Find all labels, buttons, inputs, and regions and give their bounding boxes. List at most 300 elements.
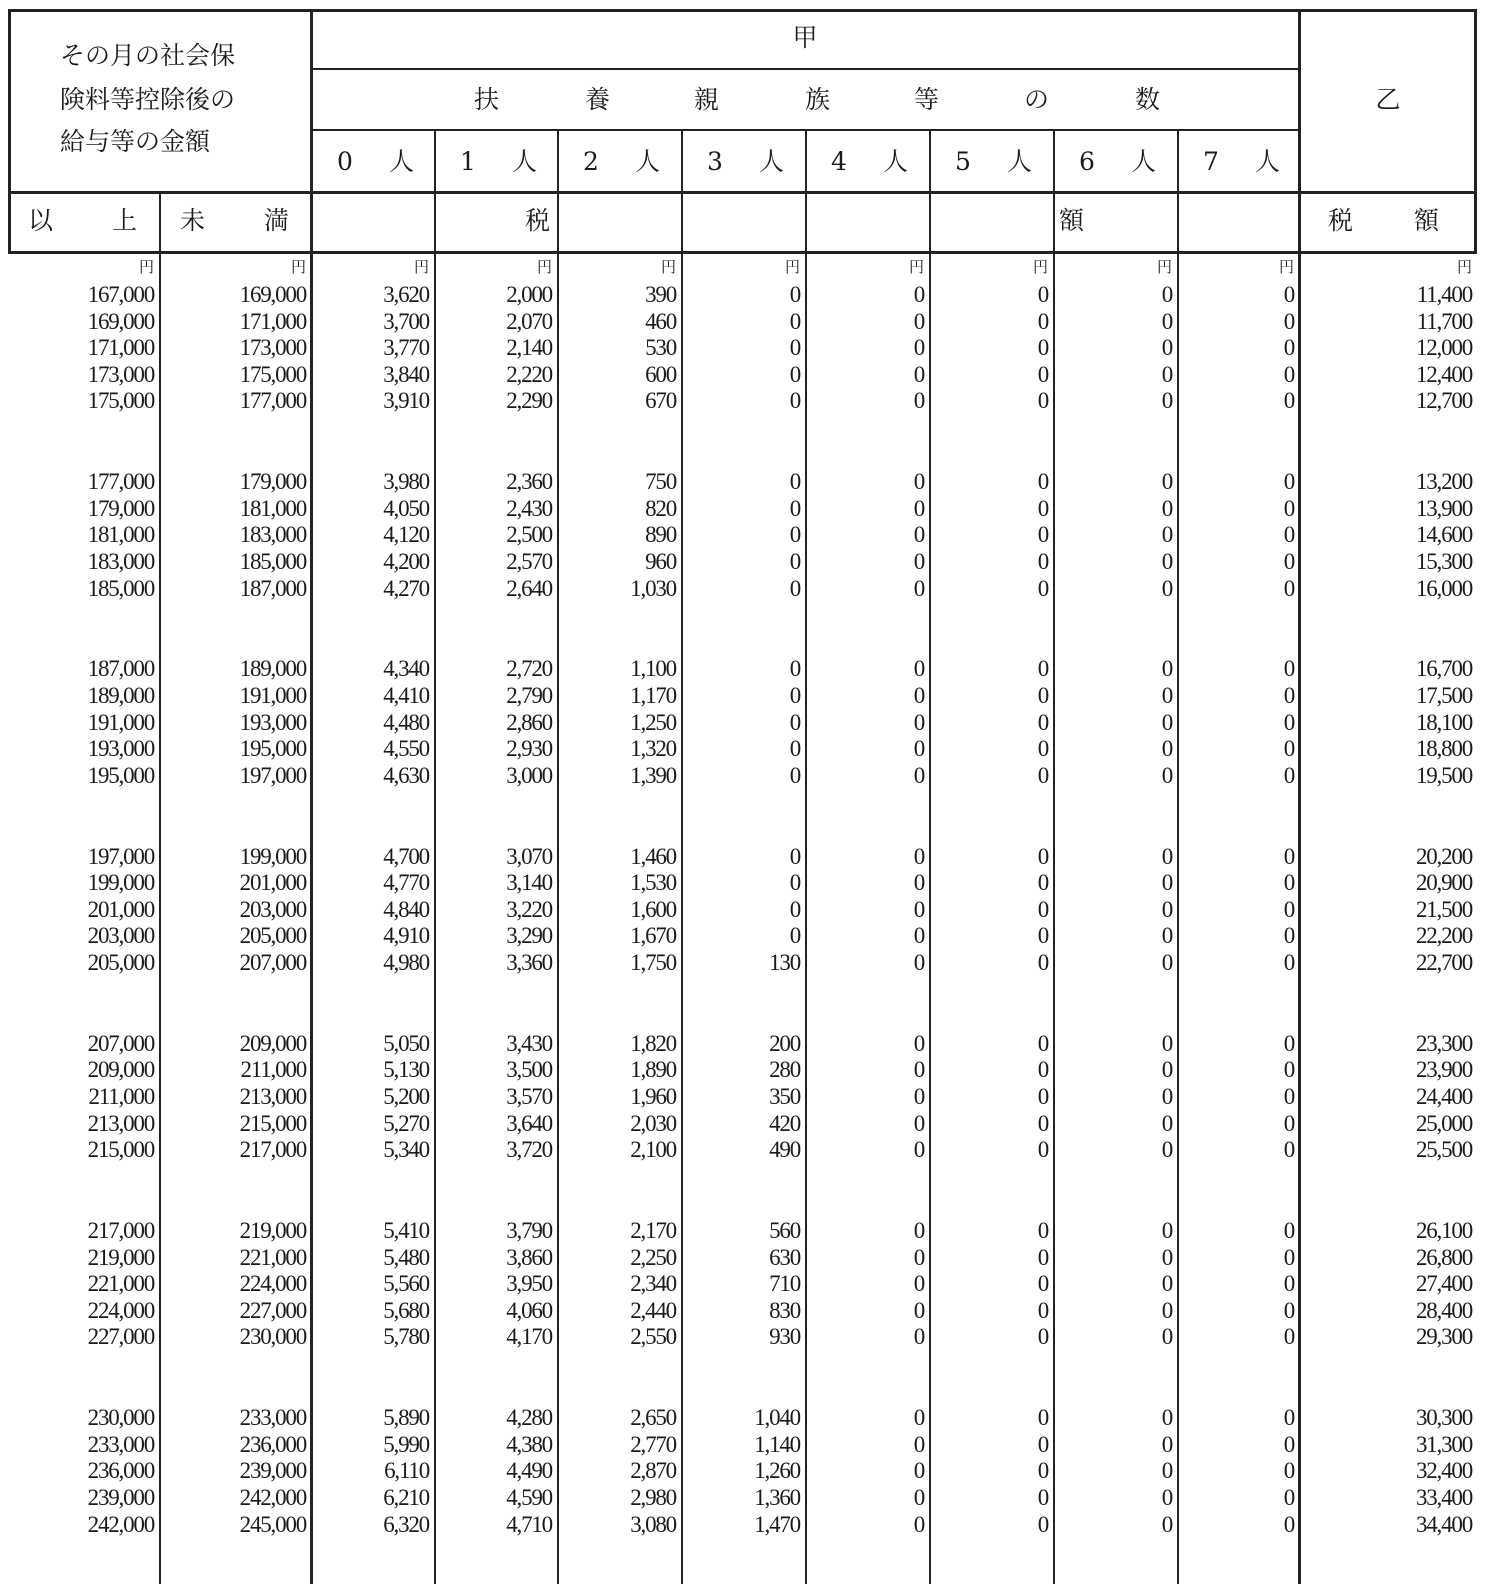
table-cell: 0 — [913, 1485, 924, 1510]
table-cell: 4,410 — [383, 683, 429, 708]
people-unit: 人 — [759, 147, 785, 176]
table-cell: 1,820 — [630, 1030, 676, 1056]
rule-subheader-bottom — [8, 251, 1477, 254]
table-cell: 0 — [1161, 469, 1172, 495]
table-cell: 195,000 — [87, 762, 154, 788]
table-cell: 215,000 — [87, 1137, 154, 1163]
table-cell: 670 — [645, 388, 676, 414]
dependents-label-char: の — [1024, 85, 1050, 114]
table-cell: 0 — [1037, 1057, 1048, 1083]
zeigaku-left: 税 — [525, 206, 551, 235]
table-cell: 0 — [789, 762, 800, 788]
table-cell: 12,400 — [1415, 361, 1472, 387]
table-cell: 22,700 — [1415, 950, 1472, 975]
table-cell: 4,710 — [506, 1511, 552, 1537]
otsu-label: 乙 — [1375, 85, 1401, 114]
table-cell: 0 — [913, 1297, 924, 1323]
table-cell: 390 — [645, 282, 676, 307]
table-cell: 0 — [1161, 1485, 1172, 1510]
table-cell: 0 — [1037, 1110, 1048, 1136]
people-unit: 人 — [1255, 147, 1281, 176]
table-cell: 0 — [1161, 495, 1172, 521]
table-cell: 175,000 — [87, 388, 154, 414]
table-cell: 0 — [789, 335, 800, 361]
people-count-7: 7 — [1203, 147, 1219, 176]
table-cell: 4,380 — [506, 1431, 552, 1457]
table-cell: 0 — [1161, 335, 1172, 361]
table-cell: 18,100 — [1415, 709, 1472, 735]
table-cell: 11,400 — [1416, 282, 1472, 307]
table-cell: 3,080 — [630, 1511, 676, 1537]
table-cell: 0 — [789, 361, 800, 387]
table-cell: 4,550 — [383, 736, 429, 762]
table-cell: 1,140 — [754, 1431, 800, 1457]
rule-header-bottom — [8, 191, 1477, 194]
otsu-zeigaku-2: 額 — [1414, 206, 1440, 235]
table-cell: 2,870 — [630, 1458, 676, 1484]
table-cell: 2,930 — [506, 736, 552, 762]
table-cell: 630 — [769, 1244, 800, 1270]
table-cell: 5,340 — [383, 1137, 429, 1163]
table-cell: 0 — [913, 843, 924, 869]
table-cell: 18,800 — [1415, 736, 1472, 762]
table-cell: 209,000 — [87, 1057, 154, 1083]
ko-label: 甲 — [792, 23, 818, 52]
people-count-0: 0 — [337, 147, 353, 176]
table-cell: 0 — [789, 388, 800, 414]
table-cell: 0 — [1161, 896, 1172, 922]
table-cell: 0 — [1161, 1110, 1172, 1136]
table-cell: 0 — [913, 1405, 924, 1431]
table-cell: 0 — [1283, 522, 1294, 548]
table-cell: 205,000 — [239, 923, 306, 949]
table-cell: 167,000 — [87, 282, 154, 307]
table-cell: 1,460 — [630, 843, 676, 869]
table-cell: 15,300 — [1415, 549, 1472, 574]
table-cell: 2,860 — [506, 709, 552, 735]
table-cell: 2,030 — [630, 1110, 676, 1136]
table-cell: 0 — [789, 683, 800, 708]
table-cell: 209,000 — [239, 1030, 306, 1056]
table-cell: 0 — [913, 1458, 924, 1484]
table-cell: 245,000 — [239, 1511, 306, 1537]
table-cell: 0 — [913, 1057, 924, 1083]
table-cell: 530 — [645, 335, 676, 361]
table-cell: 187,000 — [87, 656, 154, 682]
table-cell: 0 — [1037, 870, 1048, 896]
table-cell: 191,000 — [87, 709, 154, 735]
table-cell: 0 — [1283, 1405, 1294, 1431]
table-cell: 0 — [1283, 1084, 1294, 1109]
table-cell: 22,200 — [1415, 923, 1472, 949]
table-cell: 0 — [1037, 1244, 1048, 1270]
table-cell: 23,300 — [1415, 1030, 1472, 1056]
table-cell: 0 — [1161, 1030, 1172, 1056]
table-cell: 0 — [1161, 1244, 1172, 1270]
table-cell: 3,220 — [506, 896, 552, 922]
table-cell: 179,000 — [87, 495, 154, 521]
table-cell: 0 — [913, 522, 924, 548]
people-count-2: 2 — [583, 147, 599, 176]
left-title-line-1: その月の社会保 — [60, 41, 236, 70]
table-cell: 239,000 — [87, 1485, 154, 1510]
table-cell: 2,360 — [506, 469, 552, 495]
table-cell: 205,000 — [87, 950, 154, 975]
table-cell: 4,980 — [383, 950, 429, 975]
table-cell: 28,400 — [1415, 1297, 1472, 1323]
table-cell: 4,590 — [506, 1485, 552, 1510]
table-cell: 130 — [769, 950, 800, 975]
table-cell: 0 — [1161, 1297, 1172, 1323]
table-cell: 197,000 — [87, 843, 154, 869]
table-cell: 230,000 — [239, 1324, 306, 1350]
table-cell: 0 — [1283, 1324, 1294, 1350]
table-cell: 0 — [913, 896, 924, 922]
table-cell: 5,680 — [383, 1297, 429, 1323]
table-cell: 0 — [1037, 1485, 1048, 1510]
table-cell: 420 — [769, 1110, 800, 1136]
table-cell: 173,000 — [87, 361, 154, 387]
table-cell: 27,400 — [1415, 1271, 1472, 1297]
table-cell: 24,400 — [1415, 1084, 1472, 1109]
table-cell: 0 — [789, 495, 800, 521]
table-cell: 2,140 — [506, 335, 552, 361]
table-cell: 199,000 — [239, 843, 306, 869]
table-cell: 600 — [645, 361, 676, 387]
table-cell: 890 — [645, 522, 676, 548]
table-cell: 350 — [769, 1084, 800, 1109]
table-cell: 233,000 — [87, 1431, 154, 1457]
table-cell: 177,000 — [87, 469, 154, 495]
table-cell: 0 — [1161, 870, 1172, 896]
table-cell: 0 — [1161, 575, 1172, 601]
table-cell: 169,000 — [239, 282, 306, 307]
table-cell: 219,000 — [87, 1244, 154, 1270]
table-cell: 242,000 — [239, 1485, 306, 1510]
yen-unit: 円 — [908, 258, 924, 276]
table-cell: 6,320 — [383, 1511, 429, 1537]
table-cell: 0 — [1283, 549, 1294, 574]
table-cell: 6,110 — [384, 1458, 429, 1484]
miman-label-2: 満 — [264, 206, 290, 235]
table-cell: 1,750 — [630, 950, 676, 975]
table-cell: 25,500 — [1415, 1137, 1472, 1163]
table-cell: 0 — [913, 1137, 924, 1163]
table-cell: 211,000 — [88, 1084, 154, 1109]
table-cell: 0 — [913, 388, 924, 414]
table-cell: 2,980 — [630, 1485, 676, 1510]
table-cell: 5,050 — [383, 1030, 429, 1056]
table-cell: 4,630 — [383, 762, 429, 788]
table-cell: 490 — [769, 1137, 800, 1163]
table-cell: 0 — [913, 1084, 924, 1109]
table-cell: 177,000 — [239, 388, 306, 414]
table-cell: 0 — [1037, 495, 1048, 521]
table-cell: 0 — [789, 308, 800, 334]
table-cell: 0 — [1161, 683, 1172, 708]
table-cell: 0 — [913, 1244, 924, 1270]
table-cell: 3,720 — [506, 1137, 552, 1163]
table-cell: 1,170 — [630, 683, 676, 708]
table-cell: 0 — [1037, 361, 1048, 387]
table-cell: 0 — [913, 1431, 924, 1457]
table-cell: 0 — [1283, 1110, 1294, 1136]
table-cell: 1,030 — [630, 575, 676, 601]
table-cell: 0 — [1037, 388, 1048, 414]
table-cell: 169,000 — [87, 308, 154, 334]
table-cell: 930 — [769, 1324, 800, 1350]
yen-unit: 円 — [784, 258, 800, 276]
table-cell: 0 — [1283, 1244, 1294, 1270]
table-cell: 0 — [1161, 1324, 1172, 1350]
table-cell: 820 — [645, 495, 676, 521]
table-cell: 0 — [789, 923, 800, 949]
table-cell: 0 — [913, 1218, 924, 1243]
table-cell: 1,530 — [630, 870, 676, 896]
table-cell: 0 — [1161, 736, 1172, 762]
table-cell: 195,000 — [239, 736, 306, 762]
table-cell: 0 — [1037, 1324, 1048, 1350]
table-cell: 2,770 — [630, 1431, 676, 1457]
table-cell: 236,000 — [239, 1431, 306, 1457]
people-unit: 人 — [635, 147, 661, 176]
table-cell: 0 — [1037, 1084, 1048, 1109]
table-cell: 26,800 — [1415, 1244, 1472, 1270]
table-cell: 0 — [1037, 923, 1048, 949]
table-cell: 0 — [1037, 843, 1048, 869]
table-cell: 4,340 — [383, 656, 429, 682]
table-cell: 1,250 — [630, 709, 676, 735]
dependents-label-char: 親 — [694, 85, 720, 114]
table-cell: 32,400 — [1415, 1458, 1472, 1484]
table-cell: 199,000 — [87, 870, 154, 896]
table-cell: 0 — [1283, 923, 1294, 949]
table-cell: 3,950 — [506, 1271, 552, 1297]
table-cell: 0 — [1283, 656, 1294, 682]
table-cell: 0 — [913, 335, 924, 361]
tax-table — [8, 9, 1477, 1584]
table-cell: 960 — [645, 549, 676, 574]
table-cell: 5,890 — [383, 1405, 429, 1431]
table-cell: 217,000 — [87, 1218, 154, 1243]
table-cell: 0 — [913, 736, 924, 762]
table-cell: 17,500 — [1415, 683, 1472, 708]
table-cell: 0 — [913, 1511, 924, 1537]
table-cell: 242,000 — [87, 1511, 154, 1537]
table-cell: 0 — [1283, 1057, 1294, 1083]
dependents-label-char: 養 — [585, 85, 611, 114]
table-cell: 0 — [1283, 1511, 1294, 1537]
table-cell: 1,960 — [630, 1084, 676, 1109]
table-cell: 213,000 — [87, 1110, 154, 1136]
table-cell: 0 — [1037, 709, 1048, 735]
table-cell: 2,790 — [506, 683, 552, 708]
table-cell: 3,360 — [506, 950, 552, 975]
table-cell: 0 — [1283, 469, 1294, 495]
table-cell: 0 — [1283, 736, 1294, 762]
table-cell: 0 — [1161, 1057, 1172, 1083]
table-cell: 3,000 — [506, 762, 552, 788]
table-cell: 0 — [1283, 1030, 1294, 1056]
miman-label-1: 未 — [180, 206, 206, 235]
table-cell: 830 — [769, 1297, 800, 1323]
table-cell: 0 — [1037, 1458, 1048, 1484]
table-cell: 0 — [1161, 1405, 1172, 1431]
table-cell: 3,620 — [383, 282, 429, 307]
table-cell: 0 — [1283, 388, 1294, 414]
table-cell: 0 — [789, 709, 800, 735]
table-cell: 185,000 — [239, 549, 306, 574]
table-cell: 6,210 — [383, 1485, 429, 1510]
table-cell: 0 — [789, 549, 800, 574]
table-cell: 201,000 — [239, 870, 306, 896]
table-cell: 0 — [1283, 1297, 1294, 1323]
table-cell: 2,220 — [506, 361, 552, 387]
table-cell: 203,000 — [87, 923, 154, 949]
table-cell: 221,000 — [87, 1271, 154, 1297]
table-cell: 187,000 — [239, 575, 306, 601]
table-cell: 4,270 — [383, 575, 429, 601]
table-cell: 211,000 — [240, 1057, 306, 1083]
table-cell: 201,000 — [87, 896, 154, 922]
table-cell: 1,320 — [630, 736, 676, 762]
table-cell: 171,000 — [87, 335, 154, 361]
table-cell: 0 — [913, 495, 924, 521]
table-cell: 0 — [1283, 1137, 1294, 1163]
table-cell: 0 — [1037, 896, 1048, 922]
table-cell: 2,640 — [506, 575, 552, 601]
table-cell: 0 — [1037, 1030, 1048, 1056]
table-cell: 0 — [1283, 335, 1294, 361]
table-cell: 224,000 — [87, 1297, 154, 1323]
table-cell: 0 — [913, 575, 924, 601]
table-cell: 3,840 — [383, 361, 429, 387]
table-cell: 0 — [913, 469, 924, 495]
table-cell: 0 — [1161, 282, 1172, 307]
table-cell: 0 — [1037, 762, 1048, 788]
table-cell: 16,000 — [1415, 575, 1472, 601]
rule-ko-bottom — [311, 68, 1299, 70]
table-cell: 0 — [913, 762, 924, 788]
table-cell: 26,100 — [1415, 1218, 1472, 1243]
yen-unit: 円 — [660, 258, 676, 276]
table-cell: 200 — [769, 1030, 800, 1056]
table-cell: 1,390 — [630, 762, 676, 788]
otsu-zeigaku-1: 税 — [1328, 206, 1354, 235]
table-cell: 193,000 — [239, 709, 306, 735]
table-cell: 0 — [1283, 896, 1294, 922]
table-cell: 2,070 — [506, 308, 552, 334]
table-cell: 13,900 — [1415, 495, 1472, 521]
table-cell: 0 — [1161, 1458, 1172, 1484]
table-cell: 0 — [1161, 950, 1172, 975]
table-cell: 750 — [645, 469, 676, 495]
table-cell: 0 — [1283, 762, 1294, 788]
table-cell: 2,170 — [630, 1218, 676, 1243]
table-cell: 21,500 — [1415, 896, 1472, 922]
table-cell: 193,000 — [87, 736, 154, 762]
table-cell: 3,140 — [506, 870, 552, 896]
table-cell: 185,000 — [87, 575, 154, 601]
table-cell: 0 — [789, 896, 800, 922]
table-cell: 34,400 — [1415, 1511, 1472, 1537]
table-cell: 460 — [645, 308, 676, 334]
table-cell: 4,700 — [383, 843, 429, 869]
table-cell: 0 — [1283, 1218, 1294, 1243]
table-cell: 5,130 — [383, 1057, 429, 1083]
table-cell: 23,900 — [1415, 1057, 1472, 1083]
table-cell: 0 — [1037, 308, 1048, 334]
table-cell: 4,840 — [383, 896, 429, 922]
table-cell: 0 — [1037, 1218, 1048, 1243]
table-cell: 29,300 — [1415, 1324, 1472, 1350]
table-cell: 3,700 — [383, 308, 429, 334]
table-cell: 5,990 — [383, 1431, 429, 1457]
table-cell: 11,700 — [1416, 308, 1472, 334]
table-cell: 0 — [1037, 1271, 1048, 1297]
table-cell: 0 — [1161, 308, 1172, 334]
table-cell: 0 — [1161, 522, 1172, 548]
table-cell: 221,000 — [239, 1244, 306, 1270]
left-title-line-3: 給与等の金額 — [60, 127, 211, 156]
table-cell: 207,000 — [239, 950, 306, 975]
table-cell: 230,000 — [87, 1405, 154, 1431]
table-cell: 14,600 — [1415, 522, 1472, 548]
table-cell: 0 — [1161, 656, 1172, 682]
table-cell: 0 — [913, 282, 924, 307]
table-cell: 2,430 — [506, 495, 552, 521]
table-cell: 4,170 — [506, 1324, 552, 1350]
table-cell: 1,100 — [630, 656, 676, 682]
table-cell: 0 — [1161, 923, 1172, 949]
table-cell: 4,490 — [506, 1458, 552, 1484]
people-unit: 人 — [512, 147, 538, 176]
table-cell: 0 — [1037, 575, 1048, 601]
yen-unit: 円 — [1278, 258, 1294, 276]
table-cell: 181,000 — [239, 495, 306, 521]
table-cell: 4,050 — [383, 495, 429, 521]
table-cell: 0 — [789, 575, 800, 601]
table-cell: 197,000 — [239, 762, 306, 788]
table-cell: 0 — [1037, 469, 1048, 495]
table-cell: 2,550 — [630, 1324, 676, 1350]
table-cell: 0 — [1037, 683, 1048, 708]
zeigaku-right: 額 — [1059, 206, 1085, 235]
table-cell: 0 — [789, 282, 800, 307]
table-cell: 0 — [1037, 335, 1048, 361]
people-unit: 人 — [389, 147, 415, 176]
table-cell: 0 — [1037, 282, 1048, 307]
table-cell: 0 — [1037, 549, 1048, 574]
table-cell: 0 — [1037, 1405, 1048, 1431]
table-cell: 0 — [789, 469, 800, 495]
people-count-1: 1 — [460, 147, 476, 176]
table-cell: 3,980 — [383, 469, 429, 495]
table-cell: 0 — [789, 522, 800, 548]
table-cell: 5,560 — [383, 1271, 429, 1297]
table-cell: 239,000 — [239, 1458, 306, 1484]
table-cell: 13,200 — [1415, 469, 1472, 495]
table-cell: 0 — [913, 923, 924, 949]
table-cell: 3,860 — [506, 1244, 552, 1270]
dependents-label-char: 扶 — [474, 85, 500, 114]
table-cell: 1,260 — [754, 1458, 800, 1484]
ijo-label-1: 以 — [28, 206, 54, 235]
table-cell: 3,790 — [506, 1218, 552, 1243]
table-cell: 0 — [1037, 1297, 1048, 1323]
table-cell: 0 — [1161, 709, 1172, 735]
yen-unit: 円 — [290, 258, 306, 276]
